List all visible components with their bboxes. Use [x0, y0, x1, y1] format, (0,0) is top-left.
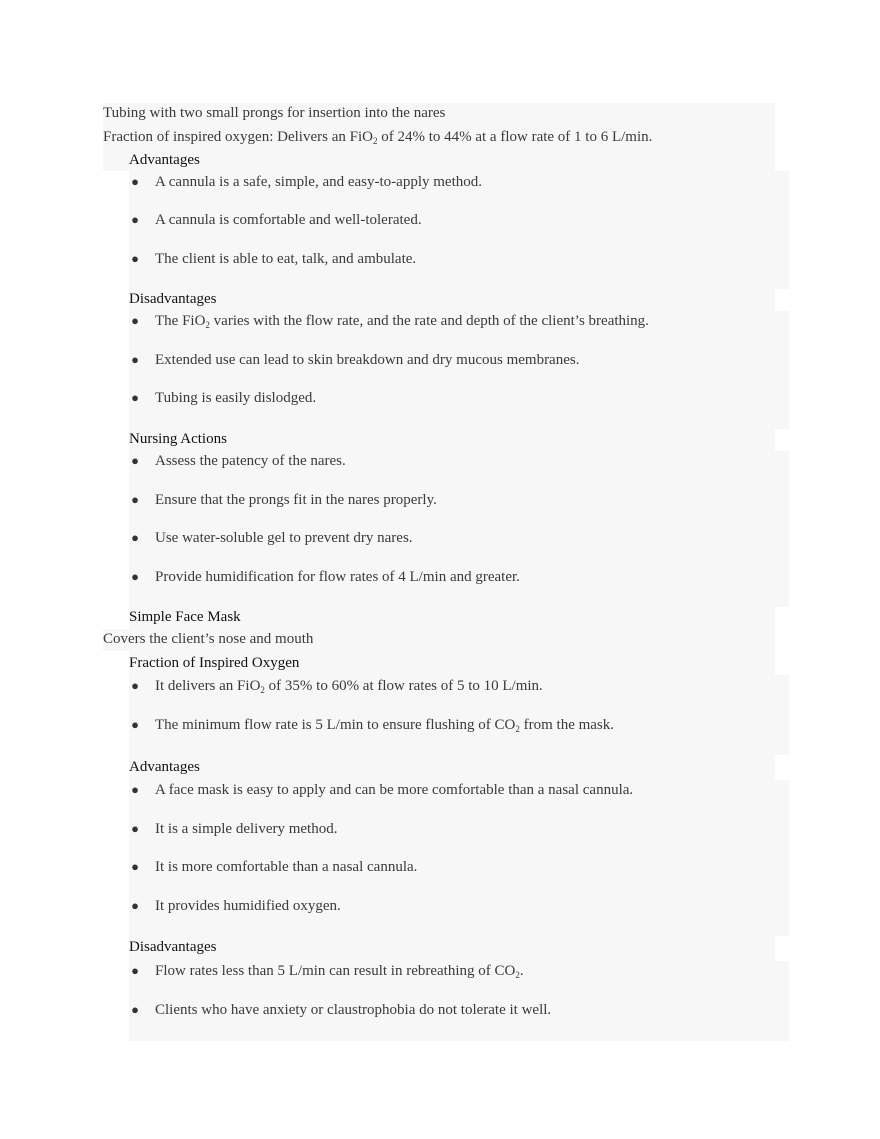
list-item-text	[155, 312, 649, 330]
bullet-icon: ●	[131, 212, 139, 227]
shade-panel	[129, 755, 775, 780]
list-item-text	[155, 677, 543, 695]
shade-panel	[129, 936, 775, 961]
shade-panel	[129, 289, 775, 311]
list-item-text: The client is able to eat, talk, and ambulate.	[155, 251, 417, 267]
bullet-icon: ●	[131, 313, 139, 328]
text: Flow rates less than 5 L/min can result in rebreathing of CO	[155, 963, 516, 979]
list-item-text: Tubing is easily dislodged.	[155, 390, 317, 406]
text: of 35% to 60% at flow rates of 5 to 10 L/min.	[264, 678, 543, 694]
bullet-icon: ●	[131, 898, 139, 913]
section-heading: Advantages	[129, 759, 200, 775]
bullet-icon: ●	[131, 530, 139, 545]
text: It delivers an FiO	[155, 678, 261, 694]
list-item-text: A face mask is easy to apply and can be more comfortable than a nasal cannula.	[155, 782, 634, 798]
list-item-text: It is more comfortable than a nasal cannula.	[155, 859, 418, 875]
bullet-icon: ●	[131, 782, 139, 797]
section-heading: Nursing Actions	[129, 431, 227, 447]
text: .	[519, 963, 524, 979]
list-item-text	[155, 716, 614, 734]
list-item-text: Use water-soluble gel to prevent dry nares.	[155, 530, 413, 546]
section-heading: Disadvantages	[129, 939, 217, 955]
text: from the mask.	[519, 717, 615, 733]
intro-line: Tubing with two small prongs for insertion into the nares	[103, 105, 446, 121]
subscript: 2	[515, 970, 520, 980]
list-item-text: A cannula is a safe, simple, and easy-to-apply method.	[155, 174, 482, 190]
mask-description: Covers the client’s nose and mouth	[103, 631, 314, 647]
list-item-text: A cannula is comfortable and well-tolerated.	[155, 212, 422, 228]
subscript: 2	[205, 320, 210, 330]
subscript: 2	[260, 685, 265, 695]
text: The minimum flow rate is 5 L/min to ensure flushing of CO	[155, 717, 516, 733]
bullet-icon: ●	[131, 390, 139, 405]
intro-fio2-line	[103, 128, 652, 146]
bullet-icon: ●	[131, 821, 139, 836]
list-item-text: Extended use can lead to skin breakdown and dry mucous membranes.	[155, 352, 580, 368]
list-item-text	[155, 962, 524, 980]
bullet-icon: ●	[131, 717, 139, 732]
bullet-icon: ●	[131, 352, 139, 367]
text: of 24% to 44% at a flow rate of 1 to 6 L/min.	[377, 129, 653, 145]
list-item-text: Assess the patency of the nares.	[155, 453, 346, 469]
section-heading: Fraction of Inspired Oxygen	[129, 655, 300, 671]
bullet-icon: ●	[131, 569, 139, 584]
bullet-icon: ●	[131, 1002, 139, 1017]
list-item-text: It is a simple delivery method.	[155, 821, 338, 837]
list-item-text: Ensure that the prongs fit in the nares properly.	[155, 492, 437, 508]
text: varies with the flow rate, and the rate and depth of the client’s breathing.	[209, 313, 649, 329]
section-heading: Advantages	[129, 152, 200, 168]
subscript: 2	[515, 724, 520, 734]
list-item-text: Clients who have anxiety or claustrophobia do not tolerate it well.	[155, 1002, 552, 1018]
list-item-text: It provides humidified oxygen.	[155, 898, 341, 914]
bullet-icon: ●	[131, 859, 139, 874]
subscript: 2	[372, 136, 378, 146]
text: The FiO	[155, 313, 206, 329]
bullet-icon: ●	[131, 174, 139, 189]
list-item-text: Provide humidification for flow rates of 4 L/min and greater.	[155, 569, 520, 585]
section-title: Simple Face Mask	[129, 609, 241, 625]
section-heading: Disadvantages	[129, 291, 217, 307]
text: Fraction of inspired oxygen: Delivers an FiO	[103, 129, 373, 145]
bullet-icon: ●	[131, 963, 139, 978]
bullet-icon: ●	[131, 492, 139, 507]
bullet-icon: ●	[131, 251, 139, 266]
bullet-icon: ●	[131, 678, 139, 693]
bullet-icon: ●	[131, 453, 139, 468]
